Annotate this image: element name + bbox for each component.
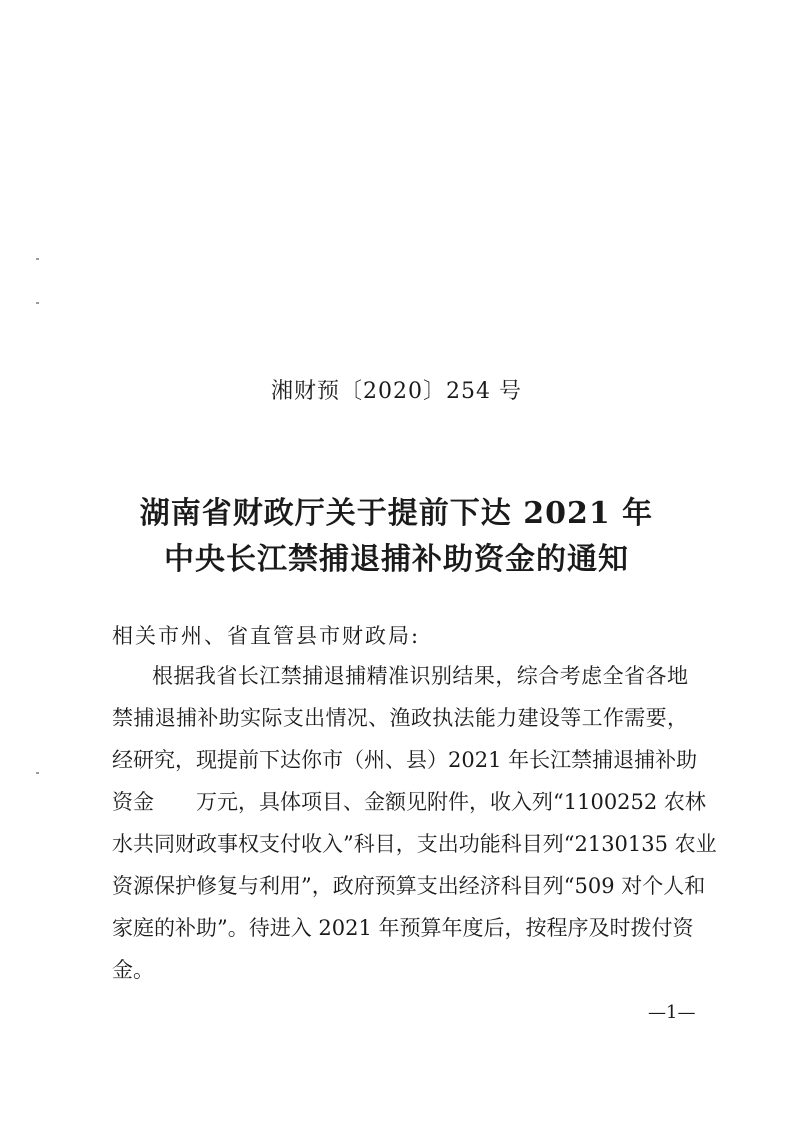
body-line: 资源保护修复与利用”，政府预算支出经济科目列“509 对个人和: [112, 874, 706, 898]
document-title-line-1: 湖南省财政厅关于提前下达 2021 年: [139, 496, 654, 531]
body-line: 禁捕退捕补助实际支出情况、渔政执法能力建设等工作需要，: [112, 706, 688, 730]
body-line: 水共同财政事权支付收入”科目，支出功能科目列“2130135 农业: [112, 832, 717, 856]
body-line: 资金 万元，具体项目、金额见附件，收入列“1100252 农林: [112, 790, 706, 814]
scan-speck: [36, 258, 39, 260]
body-line: 家庭的补助”。待进入 2021 年预算年度后，按程序及时拨付资: [112, 916, 694, 940]
document-title-line-2: 中央长江禁捕退捕补助资金的通知: [164, 542, 629, 577]
scan-speck: [36, 302, 39, 304]
page-number: —1—: [648, 1002, 696, 1023]
document-number: 湘财预〔2020〕254 号: [271, 379, 522, 404]
body-line: 金。: [112, 958, 154, 982]
scan-speck: [36, 772, 39, 774]
body-line: 根据我省长江禁捕退捕精准识别结果，综合考虑全省各地: [152, 664, 688, 688]
salutation: 相关市州、省直管县市财政局:: [112, 624, 421, 648]
body-line: 经研究，现提前下达你市（州、县）2021 年长江禁捕退捕补助: [112, 748, 698, 772]
